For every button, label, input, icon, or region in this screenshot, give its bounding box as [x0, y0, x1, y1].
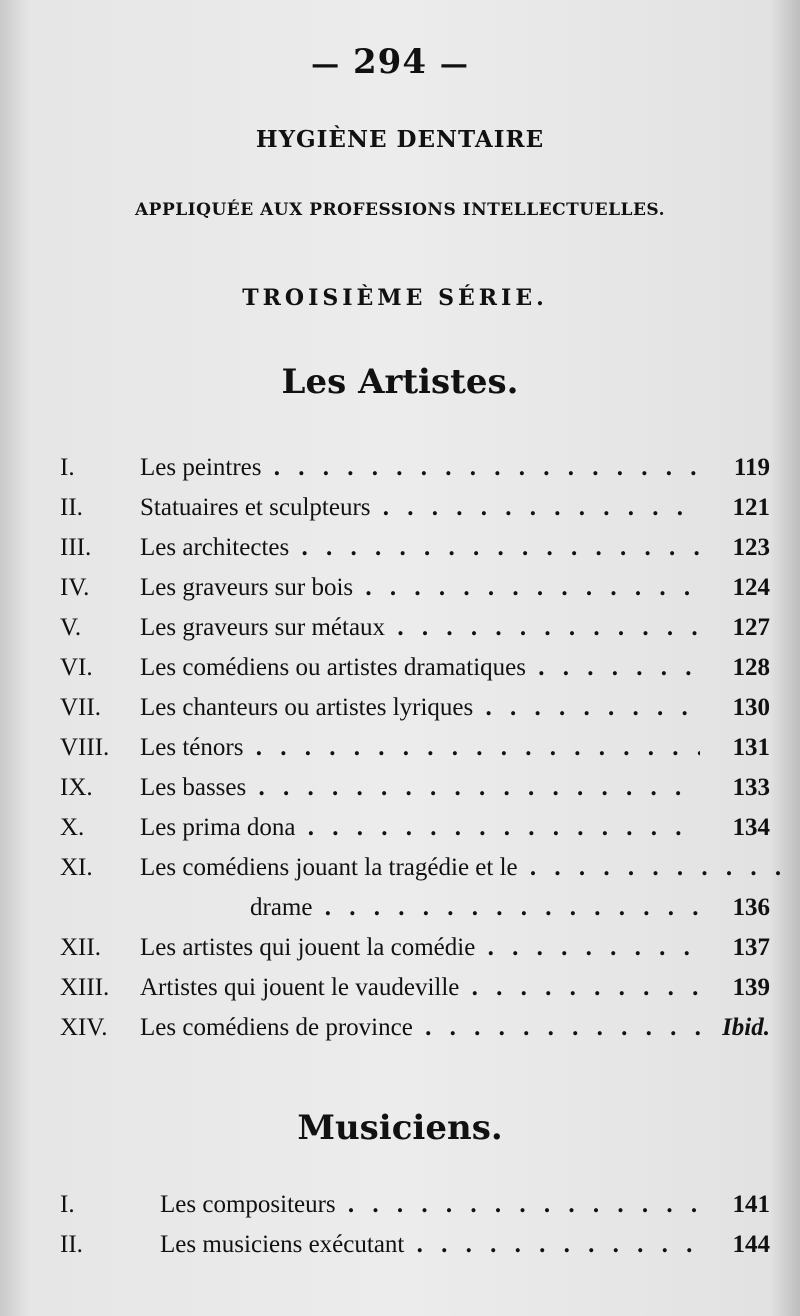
entry-title: Les comédiens ou artistes dramatiques . . . — [140, 648, 700, 688]
entry-page: 119 — [733, 454, 770, 481]
entry-number: XII. — [60, 934, 101, 961]
entry-number: IX. — [60, 774, 93, 801]
entry-page: 137 — [732, 934, 770, 961]
entry-page: 127 — [732, 614, 770, 641]
toc-entry — [60, 968, 770, 1008]
entry-page: 134 — [732, 814, 770, 841]
entry-page: 131 — [732, 734, 770, 761]
page-number — [0, 42, 780, 82]
entry-title: Les basses . . . — [140, 768, 700, 808]
entry-number: V. — [60, 614, 82, 641]
dash-left: — — [311, 47, 341, 81]
entry-page: 124 — [732, 574, 770, 601]
entry-page: 139 — [732, 974, 770, 1001]
entry-page: 133 — [732, 774, 770, 801]
entry-title: Les compositeurs . . . — [160, 1185, 700, 1225]
toc-entry — [60, 1008, 770, 1048]
toc-entry — [60, 928, 770, 968]
entry-number: II. — [60, 494, 83, 521]
entry-page: 121 — [732, 494, 770, 521]
entry-title: Les comédiens jouant la tragédie et le . . . — [140, 848, 800, 888]
toc-entry-continuation — [60, 888, 770, 928]
entry-title: Les musiciens exécutant . . . — [160, 1225, 700, 1265]
subheading: APPLIQUÉE AUX PROFESSIONS INTELLECTUELLES. — [134, 200, 666, 220]
toc-entry — [60, 448, 770, 488]
entry-title-continued: drame . . . — [140, 888, 700, 928]
toc-entry — [60, 1225, 770, 1265]
entry-page: 144 — [732, 1231, 770, 1258]
entry-number: III. — [60, 534, 92, 561]
entry-number: XIII. — [60, 974, 110, 1001]
toc-entry — [60, 768, 770, 808]
toc-entry — [60, 528, 770, 568]
toc-entry — [60, 688, 770, 728]
entry-title: Les graveurs sur métaux . . . — [140, 608, 700, 648]
entry-number: VI. — [60, 654, 93, 681]
main-heading: HYGIÈNE DENTAIRE — [255, 126, 545, 153]
entry-title: Les artistes qui jouent la comédie . . . — [140, 928, 700, 968]
entry-number: II. — [60, 1231, 83, 1258]
entry-page: 128 — [732, 654, 770, 681]
entry-page: 141 — [732, 1191, 770, 1218]
entry-page: 123 — [732, 534, 770, 561]
toc-entry — [60, 848, 770, 888]
toc-musiciens — [60, 1185, 770, 1265]
series-heading: TROISIÈME SÉRIE. — [242, 285, 548, 311]
entry-title: Les prima dona . . . — [140, 808, 700, 848]
entry-number: XI. — [60, 854, 93, 881]
entry-title: Artistes qui jouent le vaudeville . . . — [140, 968, 700, 1008]
section-title-musiciens: Musiciens. — [297, 1108, 503, 1148]
entry-number: VIII. — [60, 734, 110, 761]
entry-number: I. — [60, 1191, 75, 1218]
entry-title: Les ténors . . . — [140, 728, 700, 768]
entry-number: XIV. — [60, 1014, 108, 1041]
toc-entry — [60, 488, 770, 528]
page-number-value: 294 — [353, 42, 427, 82]
entry-number: X. — [60, 814, 85, 841]
entry-title: Les peintres . . . — [140, 448, 700, 488]
entry-title: Statuaires et sculpteurs . . . — [140, 488, 700, 528]
entry-title: Les comédiens de province . . . — [140, 1008, 700, 1048]
entry-title: Les architectes . . . — [140, 528, 700, 568]
toc-entry — [60, 808, 770, 848]
entry-title: Les graveurs sur bois . . . — [140, 568, 700, 608]
toc-entry — [60, 1185, 770, 1225]
entry-page: Ibid. — [722, 1014, 770, 1041]
entry-page: 136 — [732, 894, 770, 921]
toc-artistes — [60, 448, 770, 1048]
section-title-artistes: Les Artistes. — [281, 362, 519, 402]
entry-number: I. — [60, 454, 75, 481]
toc-entry — [60, 608, 770, 648]
dash-right: — — [439, 47, 469, 81]
toc-entry — [60, 728, 770, 768]
toc-entry — [60, 648, 770, 688]
toc-entry — [60, 568, 770, 608]
entry-number: VII. — [60, 694, 101, 721]
entry-page: 130 — [732, 694, 770, 721]
entry-title: Les chanteurs ou artistes lyriques . . . — [140, 688, 700, 728]
entry-number: IV. — [60, 574, 90, 601]
